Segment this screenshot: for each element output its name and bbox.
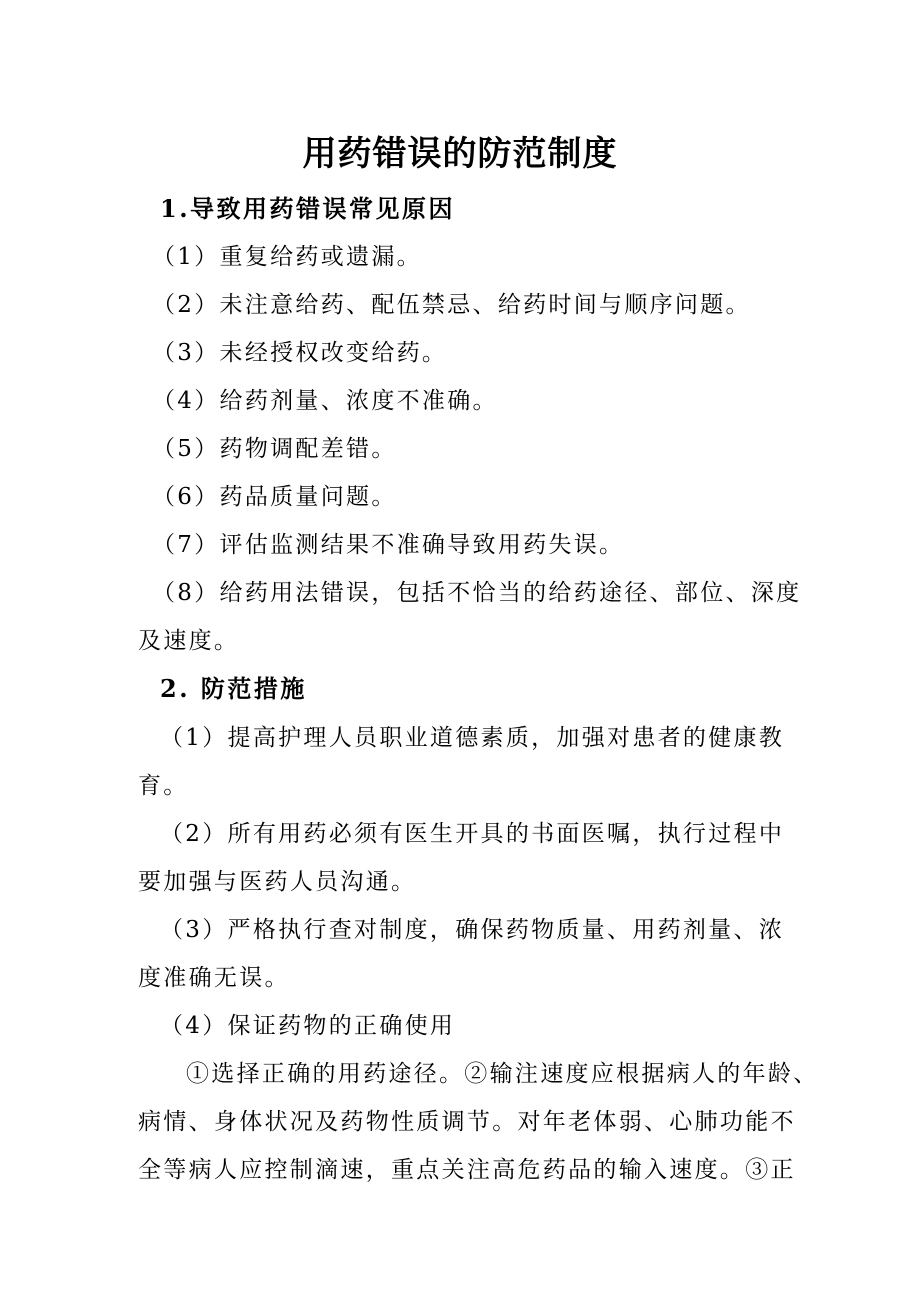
cause-item-8-line-1: （8）给药用法错误，包括不恰当的给药途径、部位、深度 <box>152 580 802 606</box>
measure-2-line-2: 要加强与医药人员沟通。 <box>138 869 417 895</box>
cause-item-7: （7）评估监测结果不准确导致用药失误。 <box>152 532 625 558</box>
cause-item-6: （6）药品质量问题。 <box>152 484 397 510</box>
cause-item-5: （5）药物调配差错。 <box>152 436 397 462</box>
measure-2-line-1: （2）所有用药必须有医生开具的书面医嘱，执行过程中 <box>160 821 785 847</box>
measure-4-heading: （4）保证药物的正确使用 <box>160 1013 456 1039</box>
cause-item-8-line-2: 及速度。 <box>138 628 240 654</box>
cause-item-1: （1）重复给药或遗漏。 <box>152 244 422 270</box>
section-1-heading: 1.导致用药错误常见原因 <box>160 194 456 223</box>
measure-3-line-2: 度准确无误。 <box>138 965 290 991</box>
cause-item-2: （2）未注意给药、配伍禁忌、给药时间与顺序问题。 <box>152 292 751 318</box>
section-2-heading: 2. 防范措施 <box>160 674 307 703</box>
measure-4-line-1: ①选择正确的用药途径。②输注速度应根据病人的年龄、 <box>186 1061 819 1087</box>
measure-4-line-3: 全等病人应控制滴速，重点关注高危药品的输入速度。③正 <box>138 1157 796 1183</box>
document-title: 用药错误的防范制度 <box>302 134 618 174</box>
measure-1-line-1: （1）提高护理人员职业道德素质，加强对患者的健康教 <box>160 725 785 751</box>
cause-item-3: （3）未经授权改变给药。 <box>152 340 448 366</box>
measure-3-line-1: （3）严格执行查对制度，确保药物质量、用药剂量、浓 <box>160 917 785 943</box>
measure-4-line-2: 病情、身体状况及药物性质调节。对年老体弱、心肺功能不 <box>138 1109 796 1135</box>
measure-1-line-2: 育。 <box>138 773 189 799</box>
cause-item-4: （4）给药剂量、浓度不准确。 <box>152 388 498 414</box>
